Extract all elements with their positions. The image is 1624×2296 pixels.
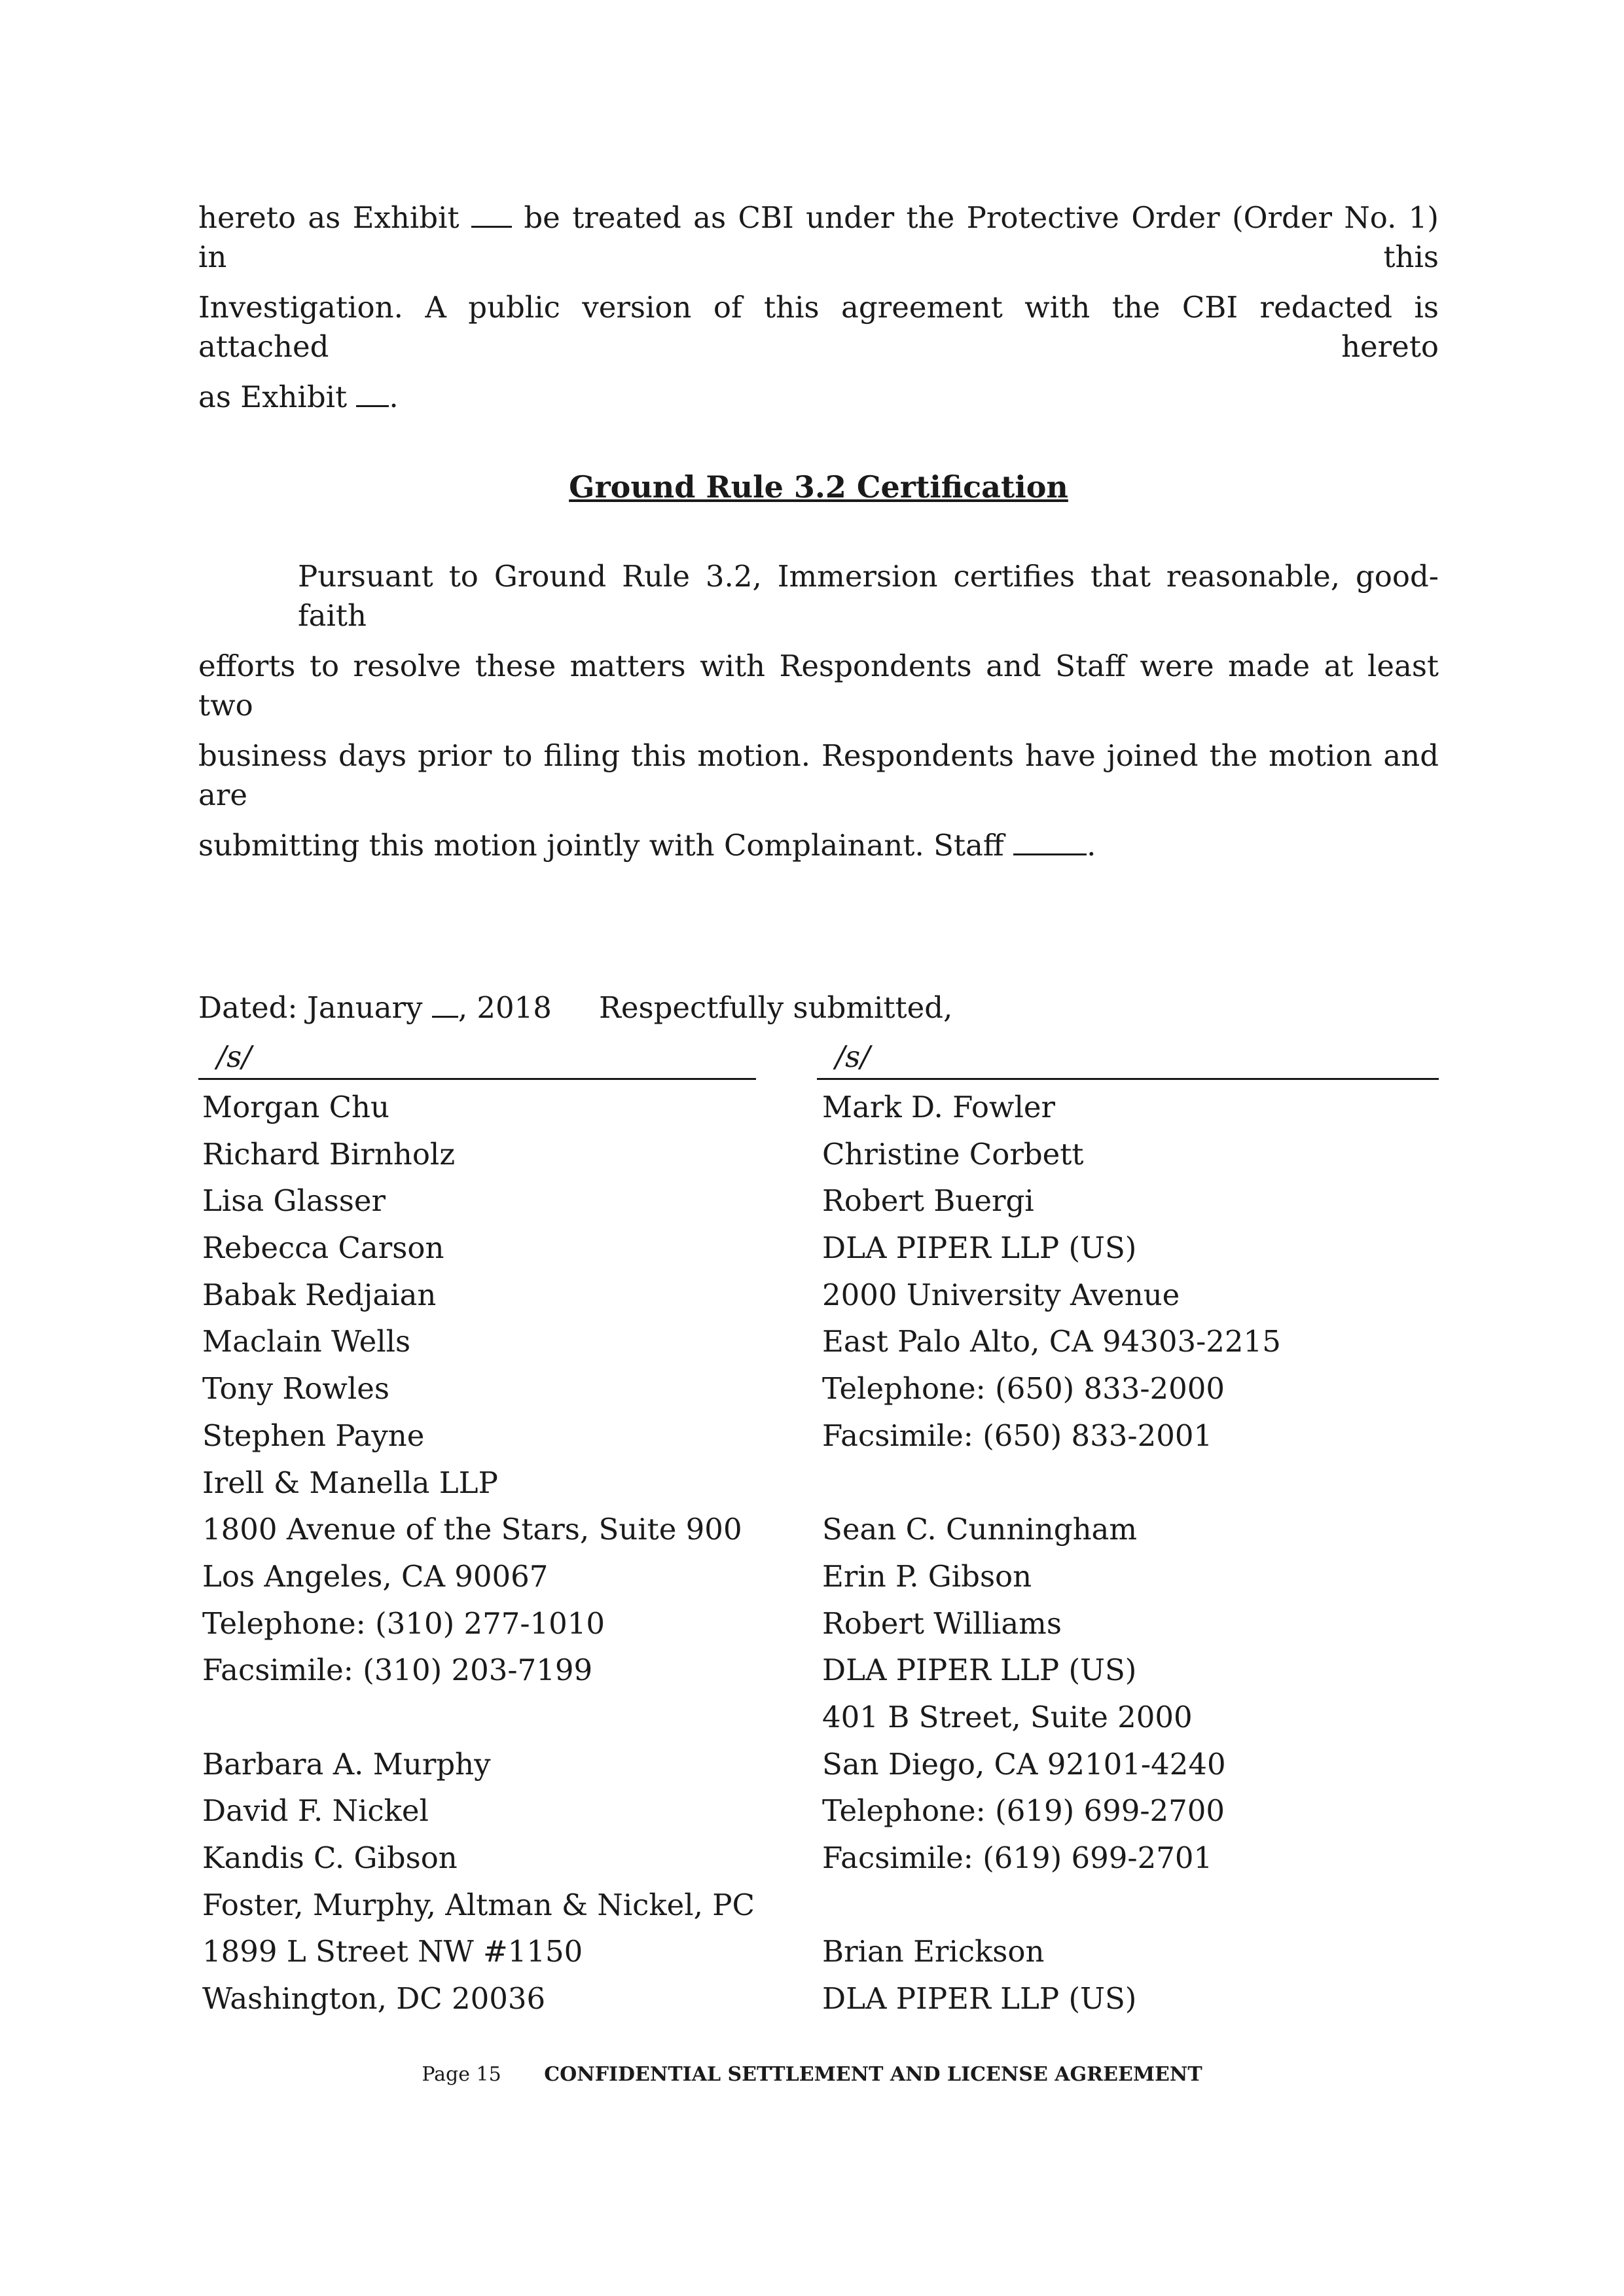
paragraph-line: efforts to resolve these matters with Respondents and Staff were made at least two (198, 649, 1439, 723)
counsel-line: Washington, DC 20036 (202, 1981, 546, 2017)
counsel-line: Facsimile: (619) 699-2701 (822, 1840, 1213, 1875)
counsel-line: East Palo Alto, CA 94303-2215 (822, 1324, 1281, 1359)
counsel-line: Foster, Murphy, Altman & Nickel, PC (202, 1887, 755, 1922)
counsel-line: Robert Williams (822, 1605, 1062, 1641)
footer-document-title: CONFIDENTIAL SETTLEMENT AND LICENSE AGREEMENT (544, 2063, 1202, 2086)
blank-field (432, 994, 458, 1018)
counsel-line: Lisa Glasser (202, 1183, 386, 1219)
counsel-line: Robert Buergi (822, 1183, 1034, 1219)
counsel-line: DLA PIPER LLP (US) (822, 1653, 1137, 1688)
signature-mark: /s/ (835, 1039, 871, 1074)
counsel-line: Telephone: (619) 699-2700 (822, 1793, 1225, 1829)
counsel-line: Mark D. Fowler (822, 1090, 1055, 1124)
counsel-line: Irell & Manella LLP (202, 1465, 498, 1500)
blank-field (1013, 831, 1087, 855)
page-footer (0, 2062, 1624, 2088)
counsel-line (822, 1882, 1437, 1929)
dated-year: , 2018 (458, 990, 552, 1025)
paragraph-line (198, 378, 1439, 417)
counsel-line: 401 B Street, Suite 2000 (822, 1699, 1193, 1734)
counsel-line: David F. Nickel (202, 1793, 429, 1829)
paragraph-line: Investigation. A public version of this agreement with the CBI redacted is attached hereto (198, 290, 1439, 364)
blank-field (356, 383, 389, 407)
counsel-line: Tony Rowles (202, 1371, 389, 1407)
text-segment: be treated as CBI under the Protective Order (Order No. 1) in this (198, 200, 1439, 274)
counsel-line: Facsimile: (310) 203-7199 (202, 1653, 593, 1688)
dated-label: Dated: January (198, 990, 423, 1025)
page-number: Page 15 (422, 2063, 501, 2086)
paragraph-line (198, 198, 1439, 277)
text-segment: hereto as Exhibit (198, 200, 460, 235)
signature-mark: /s/ (217, 1039, 252, 1074)
counsel-line (822, 1460, 1437, 1507)
counsel-list-right (822, 1084, 1437, 2022)
paragraph-line (198, 826, 1439, 865)
text-segment: as Exhibit (198, 380, 348, 414)
counsel-line: Barbara A. Murphy (202, 1746, 491, 1782)
text-segment: . (1087, 828, 1096, 863)
counsel-line: Telephone: (310) 277-1010 (202, 1605, 605, 1641)
counsel-line: Sean C. Cunningham (822, 1512, 1138, 1547)
paragraph-line: business days prior to filing this motion. Respondents have joined the motion and are (198, 738, 1439, 812)
counsel-line: Richard Birnholz (202, 1136, 456, 1172)
counsel-line: Telephone: (650) 833-2000 (822, 1371, 1225, 1407)
counsel-line: Rebecca Carson (202, 1230, 444, 1266)
dated-line (198, 988, 953, 1028)
counsel-line: Christine Corbett (822, 1136, 1084, 1172)
counsel-line: DLA PIPER LLP (US) (822, 1981, 1137, 2017)
counsel-line: Maclain Wells (202, 1324, 411, 1359)
signature-line-right (817, 1037, 1439, 1080)
counsel-line: San Diego, CA 92101-4240 (822, 1746, 1226, 1782)
blank-field (471, 204, 512, 228)
counsel-list-left (202, 1084, 791, 2022)
counsel-line: 1899 L Street NW #1150 (202, 1934, 583, 1969)
counsel-line: Los Angeles, CA 90067 (202, 1558, 549, 1594)
counsel-line: Brian Erickson (822, 1934, 1045, 1969)
respectfully-submitted: Respectfully submitted, (599, 990, 953, 1025)
counsel-line: Babak Redjaian (202, 1277, 437, 1312)
counsel-line: Erin P. Gibson (822, 1558, 1032, 1594)
counsel-line: 1800 Avenue of the Stars, Suite 900 (202, 1512, 742, 1547)
counsel-line: Kandis C. Gibson (202, 1840, 458, 1875)
counsel-line: 2000 University Avenue (822, 1277, 1180, 1312)
counsel-line: Stephen Payne (202, 1418, 425, 1453)
counsel-line: Morgan Chu (202, 1090, 389, 1124)
paragraph-line: Pursuant to Ground Rule 3.2, Immersion certifies that reasonable, good-faith (298, 559, 1439, 633)
signature-line-left (198, 1037, 756, 1080)
counsel-line (202, 1694, 791, 1741)
section-heading: Ground Rule 3.2 Certification (569, 469, 1068, 505)
counsel-line: Facsimile: (650) 833-2001 (822, 1418, 1213, 1453)
text-segment: submitting this motion jointly with Complainant. Staff (198, 828, 1004, 863)
counsel-line: DLA PIPER LLP (US) (822, 1230, 1137, 1266)
text-segment: . (389, 380, 399, 414)
